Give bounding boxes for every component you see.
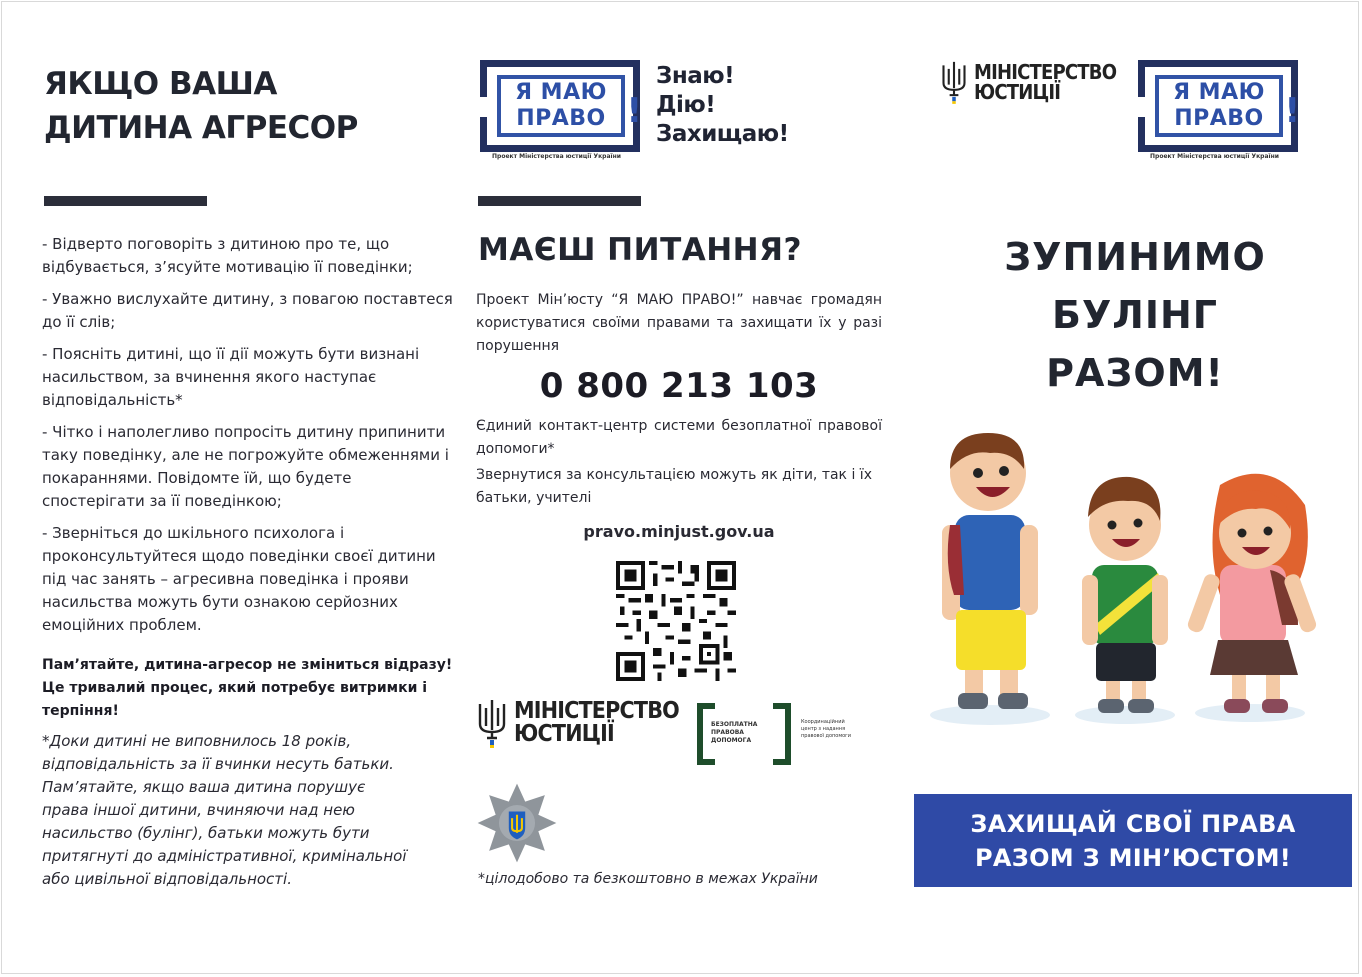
ya-mayu-pravo-logo <box>480 60 640 152</box>
slogan <box>656 62 789 149</box>
note-line: права іншої дитини, вчиняючи над нею <box>42 801 355 819</box>
stop-bullying-title <box>915 228 1355 402</box>
contact-center-text: Єдиний контакт-центр системи безоплатної правової допомоги* <box>476 418 882 457</box>
ministry-logo-top <box>940 60 1116 104</box>
who-can-apply: Звернутися за консультацією можуть як діти, так і їх батьки, учителі <box>476 467 872 506</box>
police-star-icon <box>476 782 558 864</box>
slogan-line: Знаю! <box>656 63 735 89</box>
footnote-free: *цілодобово та безкоштовно в межах України <box>478 871 818 887</box>
qr-code[interactable] <box>616 561 736 681</box>
advice-item: - Поясніть дитині, що її дії можуть бути визнані насильством, за вчинення якого наступає відповідальність* <box>42 345 420 409</box>
slogan-line: Дію! <box>656 92 716 118</box>
boy-green-shirt <box>1082 477 1168 713</box>
boy-blue-shirt <box>942 433 1038 709</box>
ministry-line-1: МІНІСТЕРСТВО <box>514 698 679 724</box>
trident-icon <box>476 698 508 748</box>
ministry-name <box>974 62 1116 102</box>
note-line: відповідальність за її вчинки несуть батьки. <box>42 755 394 773</box>
ministry-name <box>514 700 679 746</box>
logo-caption: Проект Міністерства юстиції України <box>492 153 621 160</box>
protect-rights-banner <box>914 794 1352 887</box>
left-title <box>44 62 424 150</box>
middle-divider <box>478 196 641 206</box>
ministry-line-2: ЮСТИЦІЇ <box>514 721 614 747</box>
legal-aid-name: БЕЗОПЛАТНА ПРАВОВА ДОПОМОГА <box>711 721 758 744</box>
banner-line: ЗАХИЩАЙ СВОЇ ПРАВА <box>970 809 1296 838</box>
questions-heading: МАЄШ ПИТАННЯ? <box>478 232 802 268</box>
note-line: Пам’ятайте, якщо ваша дитина порушує <box>42 778 366 796</box>
logo-word-1: Я МАЮ <box>515 80 607 105</box>
title-line: РАЗОМ! <box>1046 351 1224 395</box>
logo-caption: Проект Міністерства юстиції України <box>1150 153 1279 160</box>
remember-text: Пам’ятайте, дитина-агресор не зміниться відразу! Це тривалий процес, який потребує витримки і терпіння! <box>42 657 453 719</box>
advice-item: - Чітко і наполегливо попросіть дитину припинити таку поведінку, але не погрожуйте обмеженнями і покараннями. Повідомте їй, що будете спостерігати за її поведінкою; <box>42 423 449 510</box>
project-intro: Проект Мін’юсту “Я МАЮ ПРАВО!” навчає громадян користуватися своїми правами та захищати їх у разі порушення <box>476 292 882 354</box>
legal-aid-logo <box>697 703 887 765</box>
note-line: або цивільної відповідальності. <box>42 870 292 888</box>
ya-mayu-pravo-logo-right <box>1138 60 1298 152</box>
logo-word-1: Я МАЮ <box>1173 80 1265 105</box>
left-title-line: ДИТИНА АГРЕСОР <box>44 110 358 146</box>
website-link[interactable]: pravo.minjust.gov.ua <box>583 522 775 541</box>
advice-item: - Відверто поговоріть з дитиною про те, що відбувається, з’ясуйте мотивацію її поведінки; <box>42 235 413 276</box>
exclamation-icon: ! <box>1284 91 1300 131</box>
title-line: ЗУПИНИМО <box>1004 235 1266 279</box>
left-title-line: ЯКЩО ВАША <box>44 66 277 102</box>
footnote-liability <box>42 730 457 891</box>
children-illustration <box>920 425 1350 735</box>
hotline-phone[interactable]: 0 800 213 103 <box>539 366 819 406</box>
exclamation-icon: ! <box>626 91 642 131</box>
note-line: насильство (булінг), батьки можуть бути <box>42 824 370 842</box>
logo-word-2: ПРАВО <box>516 106 606 131</box>
advice-item: - Зверніться до шкільного психолога і проконсультуйтеся щодо поведінки своєї дитини під час занять – агресивна поведінка і прояви насильства можуть бути ознакою серйозних емоційних проблем. <box>42 524 436 634</box>
banner-line: РАЗОМ З МІН’ЮСТОМ! <box>974 843 1292 872</box>
advice-list <box>42 233 457 646</box>
ministry-line-2: ЮСТИЦІЇ <box>974 80 1061 104</box>
left-divider <box>44 196 207 206</box>
slogan-line: Захищаю! <box>656 121 789 147</box>
note-line: притягнуті до адміністративної, кримінальної <box>42 847 407 865</box>
bracket-right-icon <box>773 703 791 765</box>
ministry-logo-middle <box>476 698 679 748</box>
logo-word-2: ПРАВО <box>1174 106 1264 131</box>
advice-item: - Уважно вислухайте дитину, з повагою поставтеся до її слів; <box>42 290 453 331</box>
trident-icon <box>940 60 968 104</box>
legal-aid-subtitle: Координаційний центр з надання правової допомоги <box>801 719 852 739</box>
title-line: БУЛІНГ <box>1052 293 1218 337</box>
ministry-line-1: МІНІСТЕРСТВО <box>974 60 1117 84</box>
note-line: *Доки дитині не виповнилось 18 років, <box>42 732 352 750</box>
girl-pink-shirt <box>1186 474 1318 713</box>
